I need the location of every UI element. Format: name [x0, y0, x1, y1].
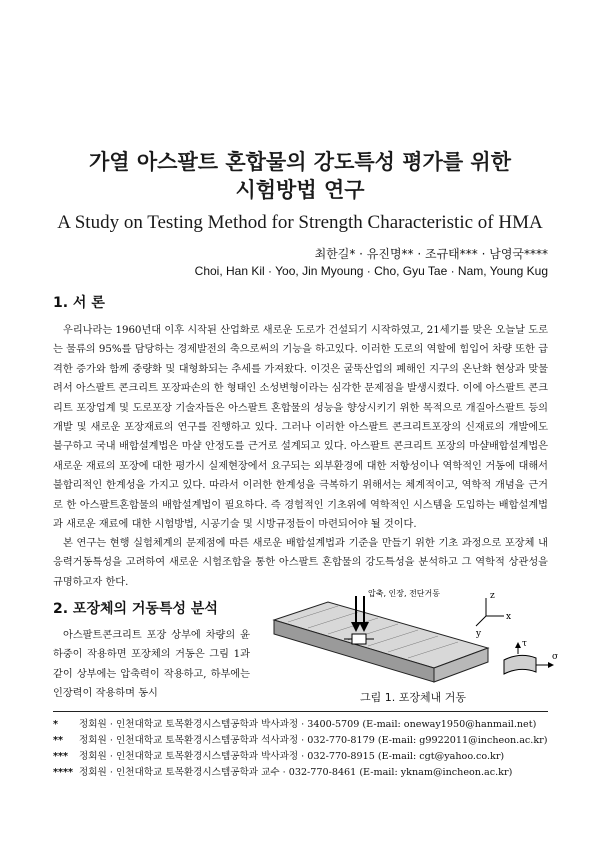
figure-label: 압축, 인장, 전단거동 [368, 589, 440, 598]
footnote-mark: ** [53, 735, 64, 746]
title-korean-line2: 시험방법 연구 [235, 178, 365, 202]
footnote-mark: **** [53, 767, 74, 778]
section-heading-behavior: 2. 포장체의 거동특성 분석 [53, 601, 218, 617]
footnote-mark: * [53, 719, 59, 730]
authors-korean: 최한길* · 유진명** · 조규태*** · 남영국**** [314, 247, 548, 261]
title-korean-line1: 가열 아스팔트 혼합물의 강도특성 평가를 위한 [89, 150, 511, 174]
footnote-text: 정회원 · 인천대학교 토목환경시스템공학과 교수 · 032-770-8461 (E-mail: yknam@incheon.ac.kr) [79, 767, 513, 778]
footnote-text: 정회원 · 인천대학교 토목환경시스템공학과 석사과정 · 032-770-8179 (E-mail: g9922011@incheon.ac.kr) [79, 735, 548, 746]
footnote-divider [53, 711, 548, 712]
footnote-4 [53, 764, 553, 778]
section-heading-introduction: 1. 서 론 [53, 295, 105, 311]
axis-z-label: z [490, 591, 495, 601]
footnote-text: 정회원 · 인천대학교 토목환경시스템공학과 박사과정 · 3400-5709 (E-mail: oneway1950@hanmail.net) [79, 719, 537, 730]
axis-y-label: y [476, 629, 482, 639]
axes-icon [476, 598, 504, 626]
footnote-1 [53, 716, 553, 730]
axis-x-label: x [506, 612, 512, 622]
intro-paragraph-1: 우리나라는 1960년대 이후 시작된 산업화로 새로운 도로가 건설되기 시작하였고, 21세기를 맞은 오늘날 도로는 물류의 95%를 담당하는 경제발전의 축으로써의 기능을 하고있다. 이러한 도로의 역할에 힘입어 차량 또한 급격한 증가와 함께 중량화 및 대형화되는 추세를 가져왔다. 이것은 굴뚝산업의 폐해인 지구의 온난화 현상과 맞물려서 아스팔트 콘크리트 포장파손의 한 형태인 소성변형이라는 심각한 문제점을 발생시켰다. 이에 아스팔트 콘크리트 포장업계 및 도로포장 기술자들은 아스팔트 혼합물의 성능을 향상시키기 위한 목적으로 개질아스팔트 등의 개발 및 새로운 포장재료의 연구를 진행하고 있다. 그러나 이러한 아스팔트 콘크리트포장의 신재료의 개발에도 불구하고 국내 배합설계법은 마샬 안정도를 근거로 설계되고 있다. 아스팔트 콘크리트 포장의 마샬배합설계법은 새로운 재료의 포장에 대한 평가시 실제현장에서 요구되는 외부환경에 대한 저항성이나 역학적인 거동에 대해서 불합리적인 한계성을 가지고 있다. 따라서 이러한 한계성을 극복하기 위해서는 체계적이고, 역학적 개념을 근거로 한 아스팔트혼합물의 배합설계법이 필요하다. 즉 경험적인 기초위에 역학적인 시스템을 도입하는 배합설계법과 새로운 재료에 대한 시험방법, 시공기술 및 시방규정들이 마련되어야 될 것이다. [53, 325, 548, 531]
stress-element-icon [352, 634, 366, 644]
figure-caption: 그림 1. 포장체내 거동 [360, 691, 466, 704]
sigma-label: σ [552, 652, 558, 662]
footnote-3 [53, 748, 553, 762]
footnote-2 [53, 732, 553, 746]
intro-paragraph-2: 본 연구는 현행 실험체계의 문제점에 따른 새로운 배합설계법과 기준을 만들기 위한 기초 과정으로 포장체 내 응력거동특성을 고려하여 새로운 시험조합을 통한 아스팔트 혼합물의 강도특성을 분석하고 그 역학적 상관성을 규명하고자 한다. [53, 538, 548, 588]
curved-element-icon [504, 642, 554, 674]
figure-pavement-behavior [268, 586, 558, 698]
footnote-text: 정회원 · 인천대학교 토목환경시스템공학과 박사과정 · 032-770-8915 (E-mail: cgt@yahoo.co.kr) [79, 751, 505, 762]
footnote-mark: *** [53, 751, 69, 762]
title-english: A Study on Testing Method for Strength Characteristic of HMA [57, 212, 543, 233]
behavior-paragraph: 아스팔트콘크리트 포장 상부에 차량의 윤하중이 작용하면 포장체의 거동은 그림 1과 같이 상부에는 압축력이 작용하고, 하부에는 인장력이 작용하며 동시 [53, 630, 250, 700]
tau-label: τ [522, 639, 527, 649]
authors-english: Choi, Han Kil · Yoo, Jin Myoung · Cho, Gyu Tae · Nam, Young Kug [194, 264, 548, 278]
